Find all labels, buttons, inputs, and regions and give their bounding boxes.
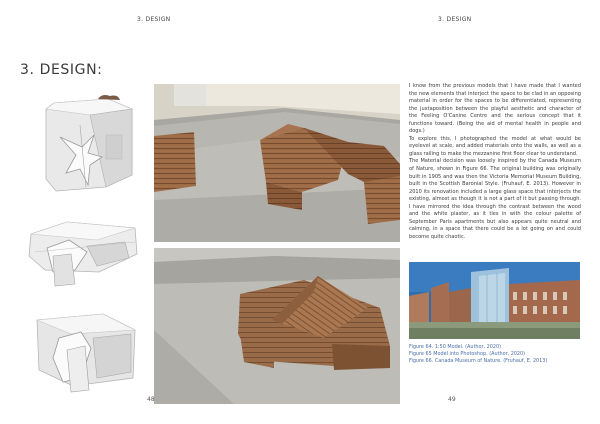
- white-model-photo-1: [36, 95, 136, 200]
- body-paragraph: The Material decision was loosely inspired by the Canada Museum of Nature, shown in Figure 66. The original building was originally built in 1905 and was then the Victoria Memorial Museum Building, built in the Scottish Baronial Style. (Fruhauf, E. 2013). However in 2010 its renovation included a large glass space that interjects the existing, almost as though it is not a part of it but passing through. I have mirrored the idea through the contrast between the wood and the white plaster, as it ties in with the colour palette of September Paris apartments but also appears quite neutral and calming, in a space that there could be a lot going on and could become quite chaotic.: [409, 158, 581, 240]
- body-text: [409, 83, 581, 241]
- caption: Figure 64. 1:50 Model. (Author, 2020): [409, 344, 501, 350]
- white-model-photo-2: [25, 212, 140, 290]
- page-title: 3. DESIGN:: [20, 62, 103, 78]
- caption: Figure 66. Canada Museum of Nature. (Fruhauf, E. 2013): [409, 358, 548, 364]
- wood-render-photo-top: [154, 84, 400, 242]
- page-number-left: 48: [147, 396, 155, 403]
- white-model-photo-3: [33, 308, 138, 393]
- running-header-right: 3. DESIGN: [438, 16, 472, 23]
- body-paragraph: To explore this, I photographed the model at what would be eyelevel at scale, and added materials onto the walls, as well as a glass railing to make the mezzanine first floor clear to understand.: [409, 135, 581, 157]
- caption: Figure 65 Model into Photoshop. (Author, 2020): [409, 351, 526, 357]
- running-header-left: 3. DESIGN: [137, 16, 171, 23]
- wood-render-photo-bottom: [154, 248, 400, 404]
- page-number-right: 49: [448, 396, 456, 403]
- body-paragraph: I know from the previous models that I have made that I wanted the new elements that interject the space to be clad in an opposing material in order for the spaces to be differentiated, representing the juxtaposition between the playful aesthetic and character of the Feeling O'Canine Centre and the serious concept that it functions toward. (Being the aid of mental health in people and dogs.): [409, 83, 581, 135]
- canada-museum-photo: [409, 262, 580, 339]
- figure-captions: [409, 344, 584, 365]
